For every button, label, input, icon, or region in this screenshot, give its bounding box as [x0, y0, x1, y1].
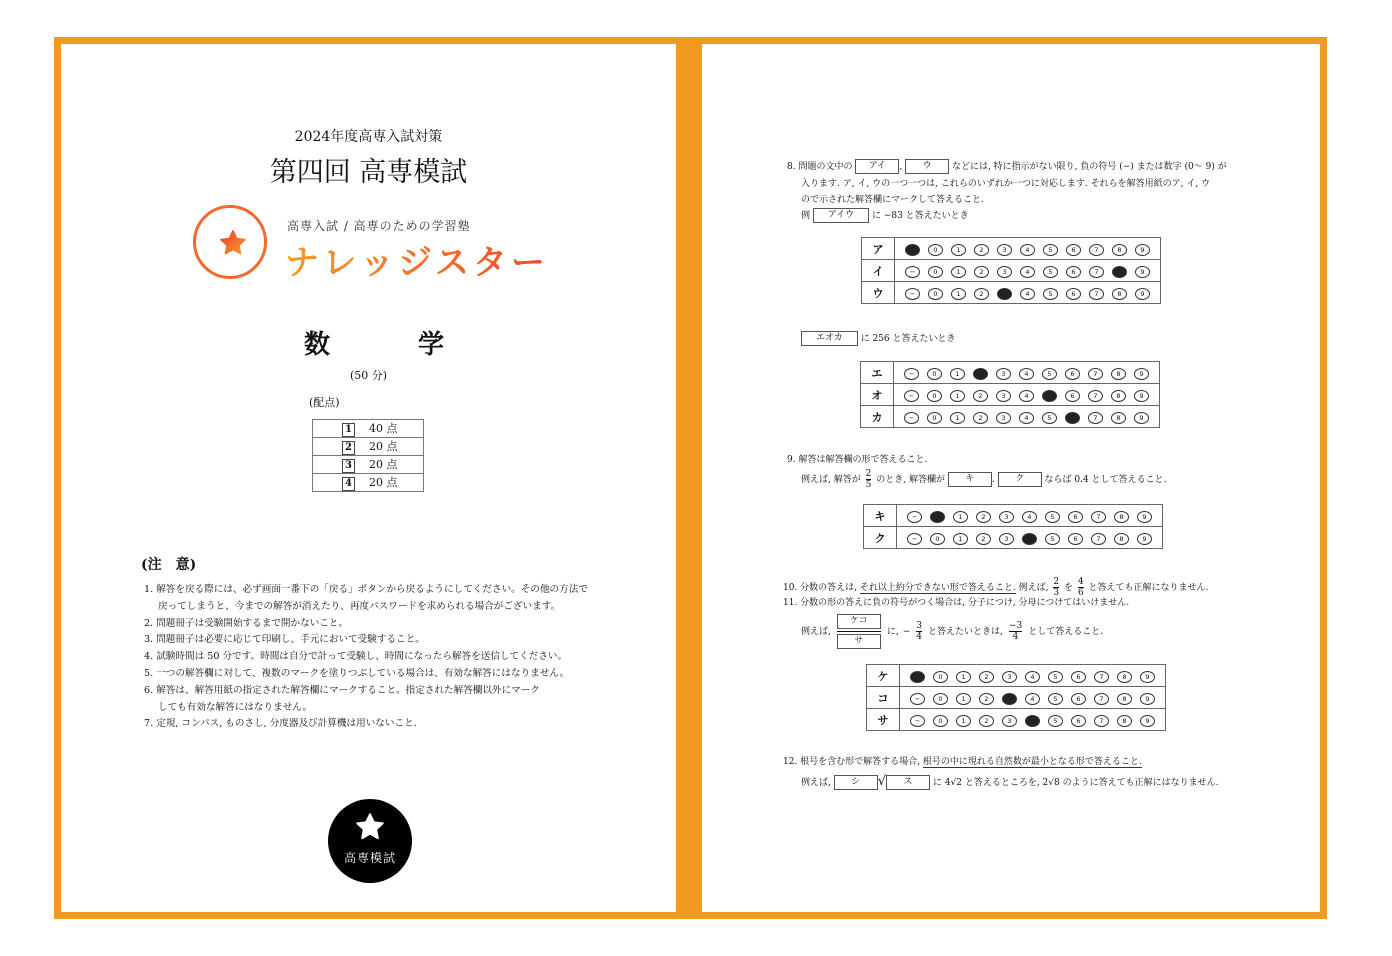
answer-bubble: 4: [1025, 715, 1040, 727]
answer-bubble: 4: [1022, 511, 1037, 523]
answer-bubble: 0: [933, 715, 948, 727]
answer-bubble: 7: [1088, 412, 1103, 424]
answer-bubble: 8: [1111, 412, 1126, 424]
answer-bubble: 8: [1117, 715, 1132, 727]
note-line: [144, 616, 614, 633]
answer-bubble: −: [905, 288, 920, 300]
answer-box: ウ: [905, 159, 949, 174]
answer-box: エオカ: [801, 331, 858, 346]
note-number: 2.: [144, 617, 154, 629]
bubble-group: [900, 687, 1166, 709]
answer-bubble: 5: [1042, 390, 1057, 402]
answer-bubble: 1: [953, 533, 968, 545]
q11-example: 例えば, $\frac{\text{ケコ}}{\text{サ}}$ に, − $\frac{3}{4}$ と答えたいときは, $\frac{-3}{4}$ として答えること.: [801, 614, 1103, 649]
answer-bubble: 3: [1002, 715, 1017, 727]
exam-badge: [328, 799, 412, 883]
answer-bubble: 4: [1025, 671, 1040, 683]
mark-grid: [863, 504, 1163, 549]
answer-bubble: 2: [974, 288, 989, 300]
answer-bubble: 3: [999, 533, 1014, 545]
row-label: ケ: [867, 665, 900, 687]
row-label: ア: [862, 238, 895, 260]
note-line: [144, 599, 614, 616]
answer-bubble: 2: [973, 368, 988, 380]
answer-box: ス: [886, 775, 930, 790]
row-label: オ: [861, 384, 894, 406]
badge-text: 高専模試: [343, 851, 396, 865]
answer-bubble: 9: [1135, 288, 1150, 300]
answer-bubble: 6: [1066, 244, 1081, 256]
points-table: [312, 419, 424, 492]
bubble-group: [897, 527, 1163, 549]
text: .: [991, 475, 995, 485]
answer-bubble: 3: [997, 244, 1012, 256]
answer-box: シ: [834, 775, 878, 790]
answer-bubble: 6: [1066, 288, 1081, 300]
subject-char: 数: [304, 330, 331, 360]
question-number: 1: [342, 423, 355, 437]
numerator: 2: [865, 469, 872, 479]
row-label: キ: [864, 505, 897, 527]
answer-bubble: 4: [1020, 266, 1035, 278]
answer-bubble: 4: [1019, 390, 1034, 402]
answer-bubble: 5: [1042, 368, 1057, 380]
answer-bubble: 2: [974, 244, 989, 256]
answer-bubble: 2: [974, 266, 989, 278]
answer-bubble: 6: [1065, 390, 1080, 402]
text: を: [1064, 583, 1074, 593]
note-text: 戻ってしまうと、今までの解答が消えたり、再度パスワードを求められる場合がございます。: [158, 600, 561, 612]
answer-box: ク: [998, 472, 1042, 487]
answer-box: サ: [837, 634, 881, 649]
answer-bubble: 9: [1140, 671, 1155, 683]
text: 8. 問題の文中の: [787, 162, 853, 172]
q11-line1: 11. 分数の形の答えに負の符号がつく場合は, 分子につけ, 分母につけてはいけません.: [783, 598, 1130, 608]
answer-bubble: 1: [950, 412, 965, 424]
subject-title: [304, 324, 444, 361]
answer-bubble: 0: [930, 511, 945, 523]
denominator: 4: [1012, 632, 1019, 642]
answer-bubble: 9: [1134, 390, 1149, 402]
answer-bubble: 5: [1048, 671, 1063, 683]
note-text: 解答は、解答用紙の指定された解答欄にマークすること。指定された解答欄以外にマーク: [156, 684, 540, 696]
text: に −83 と答えたいとき: [871, 211, 969, 221]
emphasis-text: それ以上約分できない形で答えること.: [859, 583, 1016, 593]
text: のとき, 解答欄が: [876, 475, 945, 485]
answer-bubble: 1: [956, 693, 971, 705]
row-label: サ: [867, 709, 900, 731]
q8-example2: [801, 331, 956, 347]
answer-box: アイウ: [813, 208, 869, 223]
answer-bubble: 6: [1068, 511, 1083, 523]
text: 例: [801, 211, 811, 221]
note-number: 6.: [144, 684, 154, 696]
q9-example: [801, 469, 1166, 490]
answer-bubble: 3: [997, 266, 1012, 278]
note-text: しても有効な解答にはなりません。: [158, 701, 313, 713]
q8-example: [801, 208, 969, 224]
bubble-group: [894, 406, 1160, 428]
q12-line1: [783, 754, 1142, 770]
note-text: 問題冊子は必要に応じて印刷し、手元において受験すること。: [156, 634, 425, 646]
points-label: (配点): [309, 396, 340, 409]
answer-bubble: 1: [950, 390, 965, 402]
row-label: コ: [867, 687, 900, 709]
answer-bubble: 6: [1071, 715, 1086, 727]
answer-bubble: 4: [1020, 244, 1035, 256]
answer-bubble: −: [910, 671, 925, 683]
answer-bubble: 4: [1025, 693, 1040, 705]
mark-row: [861, 384, 1160, 406]
answer-bubble: 2: [979, 693, 994, 705]
page-frame: [54, 37, 1327, 919]
row-label: イ: [862, 260, 895, 282]
answer-bubble: 8: [1112, 288, 1127, 300]
text: 例えば, 解答が: [801, 475, 861, 485]
mark-row: [864, 505, 1163, 527]
answer-bubble: 9: [1134, 368, 1149, 380]
bubble-group: [895, 260, 1161, 282]
box-fraction: [837, 614, 881, 649]
answer-bubble: 3: [999, 511, 1014, 523]
answer-bubble: −: [910, 715, 925, 727]
answer-bubble: 9: [1137, 533, 1152, 545]
answer-bubble: 7: [1091, 533, 1106, 545]
points-row: [313, 420, 424, 438]
text: 12. 根号を含む形で解答する場合,: [783, 757, 921, 767]
answer-bubble: 0: [933, 693, 948, 705]
question-score: 20 点: [369, 458, 398, 471]
answer-box: キ: [948, 472, 992, 487]
q9-line1: 9. 解答は解答欄の形で答えること.: [787, 455, 928, 465]
answer-bubble: 8: [1112, 244, 1127, 256]
answer-bubble: 3: [996, 390, 1011, 402]
denominator: 6: [1077, 588, 1084, 598]
question-score: 40 点: [369, 422, 398, 435]
fraction: [1009, 621, 1022, 642]
answer-bubble: 7: [1091, 511, 1106, 523]
subject-char: 学: [417, 330, 444, 360]
text: として答えること.: [1028, 626, 1104, 637]
text: ならば 0.4 として答えること.: [1044, 475, 1167, 485]
exam-title: 第四回 高専模試: [269, 157, 468, 188]
note-number: 1.: [144, 584, 154, 595]
answer-bubble: 1: [956, 671, 971, 683]
mark-grid: [866, 664, 1166, 731]
notes-heading: (注 意): [141, 557, 197, 573]
text: と答えたいときは,: [928, 626, 1003, 637]
answer-box: ケコ: [837, 614, 881, 629]
points-cell: [313, 420, 424, 438]
question-number: 2: [342, 441, 355, 455]
answer-bubble: 5: [1043, 266, 1058, 278]
answer-bubble: 5: [1048, 715, 1063, 727]
answer-bubble: 9: [1140, 693, 1155, 705]
answer-bubble: 7: [1094, 671, 1109, 683]
note-text: 解答を戻る際には、必ず画面一番下の「戻る」ボタンから戻るようにしてください。その他の方法で: [156, 584, 588, 595]
mark-row: [867, 709, 1166, 731]
answer-bubble: 1: [951, 266, 966, 278]
answer-bubble: 7: [1089, 288, 1104, 300]
notes-list: [144, 582, 614, 733]
answer-bubble: 5: [1042, 412, 1057, 424]
answer-bubble: 9: [1135, 244, 1150, 256]
brand-logo: [193, 205, 553, 295]
answer-bubble: 0: [928, 288, 943, 300]
answer-bubble: 3: [1002, 671, 1017, 683]
answer-bubble: 3: [996, 412, 1011, 424]
answer-bubble: 8: [1114, 511, 1129, 523]
question-number: 4: [342, 477, 355, 491]
row-label: カ: [861, 406, 894, 428]
answer-bubble: 2: [976, 511, 991, 523]
answer-bubble: 1: [956, 715, 971, 727]
mark-row: [861, 406, 1160, 428]
row-label: エ: [861, 362, 894, 384]
answer-bubble: 8: [1112, 266, 1127, 278]
exam-subtitle: 2024年度高専入試対策: [294, 129, 443, 145]
numerator: 4: [1077, 577, 1084, 587]
answer-bubble: −: [904, 390, 919, 402]
points-row: [313, 438, 424, 456]
answer-box: アイ: [855, 159, 899, 174]
answer-bubble: 5: [1045, 511, 1060, 523]
text: 例えば,: [801, 626, 831, 637]
note-line: [144, 700, 614, 717]
note-text: 一つの解答欄に対して、複数のマークを塗りつぶしている場合は、有効な解答にはなりません。: [156, 667, 570, 679]
mark-grid: [861, 237, 1161, 304]
bubble-group: [897, 505, 1163, 527]
mark-row: [862, 260, 1161, 282]
question-number: 3: [342, 459, 355, 473]
note-line: [144, 666, 614, 683]
answer-bubble: 7: [1088, 368, 1103, 380]
answer-bubble: 6: [1068, 533, 1083, 545]
bubble-group: [894, 362, 1160, 384]
points-cell: [313, 438, 424, 456]
answer-bubble: −: [905, 244, 920, 256]
mark-row: [864, 527, 1163, 549]
text: 10. 分数の答えは,: [783, 583, 858, 593]
answer-bubble: 8: [1111, 390, 1126, 402]
answer-bubble: 1: [950, 368, 965, 380]
text: 例えば,: [1018, 583, 1049, 593]
answer-bubble: −: [905, 266, 920, 278]
note-number: 3.: [144, 634, 154, 646]
answer-bubble: 0: [927, 368, 942, 380]
answer-bubble: 2: [976, 533, 991, 545]
bubble-group: [895, 238, 1161, 260]
answer-bubble: 0: [927, 412, 942, 424]
text: に 256 と答えたいとき: [860, 334, 956, 344]
answer-bubble: 5: [1043, 288, 1058, 300]
answer-bubble: 5: [1048, 693, 1063, 705]
answer-bubble: 6: [1065, 412, 1080, 424]
mark-row: [861, 362, 1160, 384]
star-icon: [218, 228, 248, 258]
answer-bubble: 0: [930, 533, 945, 545]
answer-bubble: 8: [1111, 368, 1126, 380]
note-line: [144, 716, 614, 733]
answer-bubble: 2: [979, 715, 994, 727]
answer-bubble: −: [904, 368, 919, 380]
answer-bubble: 9: [1135, 266, 1150, 278]
numerator: 3: [916, 621, 923, 631]
question-score: 20 点: [369, 440, 398, 453]
note-text: 問題冊子は受験開始するまで開かないこと。: [156, 617, 349, 629]
answer-bubble: 4: [1019, 412, 1034, 424]
mark-row: [862, 282, 1161, 304]
answer-bubble: 9: [1137, 511, 1152, 523]
answer-bubble: 8: [1117, 671, 1132, 683]
answer-bubble: 6: [1071, 693, 1086, 705]
answer-bubble: 7: [1089, 244, 1104, 256]
q8-line1: [787, 159, 1227, 175]
note-number: 7.: [144, 718, 154, 730]
answer-bubble: 8: [1117, 693, 1132, 705]
sqrt-icon: √: [877, 774, 887, 789]
row-label: ウ: [862, 282, 895, 304]
answer-bubble: 5: [1045, 533, 1060, 545]
instructions-page: [702, 44, 1320, 912]
answer-bubble: −: [907, 533, 922, 545]
note-line: [144, 683, 614, 700]
numerator: −3: [1008, 621, 1023, 631]
points-row: [313, 474, 424, 492]
answer-bubble: 0: [928, 244, 943, 256]
answer-bubble: 3: [996, 368, 1011, 380]
text: に,: [886, 626, 899, 637]
q8-line2: 入ります. ア, イ, ウの一つ一つは, これらのいずれか一つに対応します. それらを解答用紙のア, イ, ウ: [801, 179, 1211, 189]
answer-bubble: 1: [953, 511, 968, 523]
mark-row: [867, 687, 1166, 709]
q12-example: [801, 774, 1218, 791]
denominator: 3: [1053, 588, 1060, 598]
star-in-circle-icon: [193, 205, 267, 279]
answer-bubble: 7: [1094, 693, 1109, 705]
exam-duration: (50 分): [349, 369, 388, 382]
answer-bubble: −: [910, 693, 925, 705]
answer-bubble: 3: [997, 288, 1012, 300]
row-label: ク: [864, 527, 897, 549]
answer-bubble: −: [904, 412, 919, 424]
denominator: 4: [916, 632, 923, 642]
text: ,: [899, 162, 903, 172]
emphasis-text: 根号の中に現れる自然数が最小となる形で答えること.: [922, 757, 1142, 767]
bubble-group: [900, 709, 1166, 731]
answer-bubble: 2: [973, 390, 988, 402]
star-icon: [354, 811, 386, 843]
answer-bubble: 9: [1140, 715, 1155, 727]
note-line: [144, 649, 614, 666]
mark-grid: [860, 361, 1160, 428]
denominator: 5: [865, 480, 872, 490]
fraction: [916, 621, 922, 642]
logo-tagline: 高専入試 / 高専のための学習塾: [287, 219, 471, 233]
answer-bubble: 2: [979, 671, 994, 683]
answer-bubble: 0: [933, 671, 948, 683]
answer-bubble: 8: [1114, 533, 1129, 545]
points-cell: [313, 474, 424, 492]
answer-bubble: 6: [1066, 266, 1081, 278]
logo-name: ナレッジスター: [285, 235, 549, 284]
answer-bubble: 5: [1043, 244, 1058, 256]
cover-page: [61, 44, 676, 912]
text: 例えば,: [801, 778, 831, 788]
bubble-group: [894, 384, 1160, 406]
answer-bubble: 3: [1002, 693, 1017, 705]
mark-row: [862, 238, 1161, 260]
answer-bubble: 1: [951, 288, 966, 300]
bubble-group: [900, 665, 1166, 687]
answer-bubble: 7: [1089, 266, 1104, 278]
answer-bubble: 4: [1019, 368, 1034, 380]
note-text: 試験時間は 50 分です。時間は自分で計って受験し、時間になったら解答を送信してください。: [156, 651, 568, 663]
answer-bubble: 7: [1088, 390, 1103, 402]
answer-bubble: 4: [1022, 533, 1037, 545]
mark-row: [867, 665, 1166, 687]
text: に 4√2 と答えるところを, 2√8 のように答えても正解にはなりません.: [932, 778, 1219, 788]
note-line: [144, 582, 614, 599]
answer-bubble: 6: [1065, 368, 1080, 380]
answer-bubble: 9: [1134, 412, 1149, 424]
note-number: 4.: [144, 651, 154, 663]
text: と答えても正解になりません.: [1088, 583, 1209, 593]
answer-bubble: 0: [927, 390, 942, 402]
answer-bubble: 1: [951, 244, 966, 256]
note-text: 定規, コンパス, ものさし, 分度器及び計算機は用いないこと.: [156, 718, 417, 730]
q8-line3: ので示された解答欄にマークして答えること.: [801, 195, 984, 205]
points-row: [313, 456, 424, 474]
fraction: [866, 469, 872, 490]
question-score: 20 点: [369, 476, 398, 489]
answer-bubble: 4: [1020, 288, 1035, 300]
answer-bubble: 2: [973, 412, 988, 424]
answer-bubble: 0: [928, 266, 943, 278]
text: などには, 特に指示がない限り, 負の符号 (−) または数字 (0〜 9) が: [951, 162, 1227, 172]
note-line: [144, 632, 614, 649]
bubble-group: [895, 282, 1161, 304]
answer-bubble: 7: [1094, 715, 1109, 727]
answer-bubble: −: [907, 511, 922, 523]
answer-bubble: 6: [1071, 671, 1086, 683]
points-cell: [313, 456, 424, 474]
note-number: 5.: [144, 667, 154, 679]
numerator: 2: [1053, 577, 1060, 587]
